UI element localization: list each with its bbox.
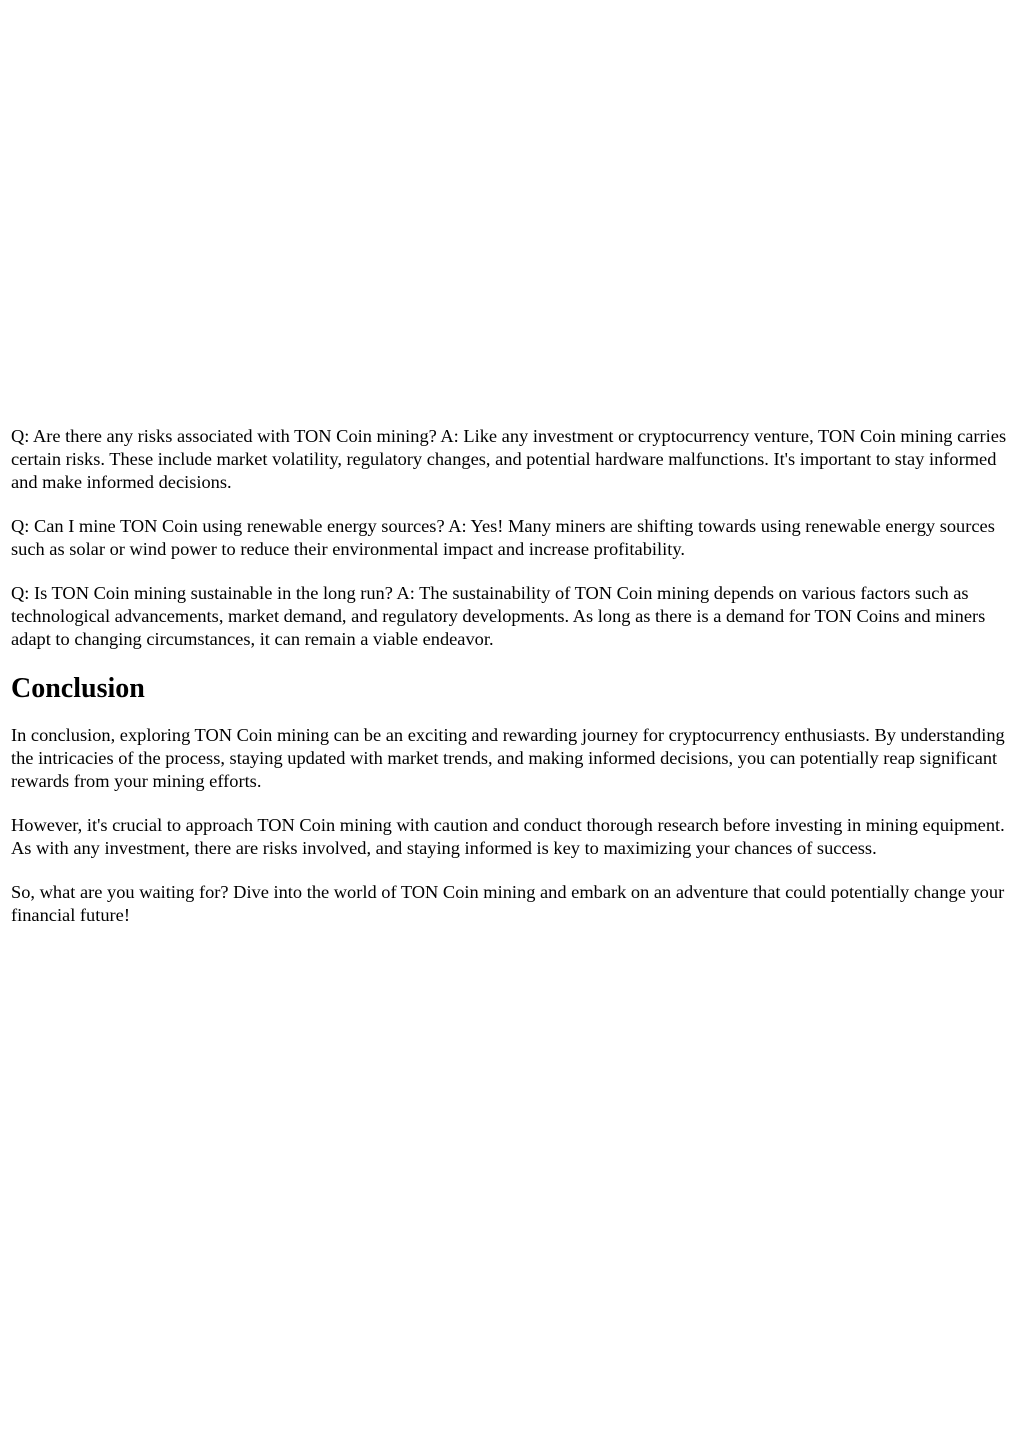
- faq-renewable-energy: Q: Can I mine TON Coin using renewable energy sources? A: Yes! Many miners are shifting towards using renewable energy sources such as solar or wind power to reduce their environmental impact and increase profitability.: [11, 516, 995, 559]
- conclusion-paragraph-3: So, what are you waiting for? Dive into the world of TON Coin mining and embark on an adventure that could potentially change your financial future!: [11, 882, 1005, 925]
- document-content: [11, 425, 1015, 948]
- conclusion-paragraph-1: In conclusion, exploring TON Coin mining can be an exciting and rewarding journey for cryptocurrency enthusiasts. By understanding the intricacies of the process, staying updated with market trends, and making informed decisions, you can potentially reap significant rewards from your mining efforts.: [11, 725, 1005, 791]
- conclusion-paragraph-2: However, it's crucial to approach TON Coin mining with caution and conduct thorough research before investing in mining equipment. As with any investment, there are risks involved, and staying informed is key to maximizing your chances of success.: [11, 815, 1005, 858]
- conclusion-heading: Conclusion: [11, 673, 145, 704]
- faq-risks: Q: Are there any risks associated with TON Coin mining? A: Like any investment or cryptocurrency venture, TON Coin mining carries certain risks. These include market volatility, regulatory changes, and potential hardware malfunctions. It's important to stay informed and make informed decisions.: [11, 426, 1007, 492]
- faq-sustainability: Q: Is TON Coin mining sustainable in the long run? A: The sustainability of TON Coin mining depends on various factors such as technological advancements, market demand, and regulatory developments. As long as there is a demand for TON Coins and miners adapt to changing circumstances, it can remain a viable endeavor.: [11, 583, 986, 649]
